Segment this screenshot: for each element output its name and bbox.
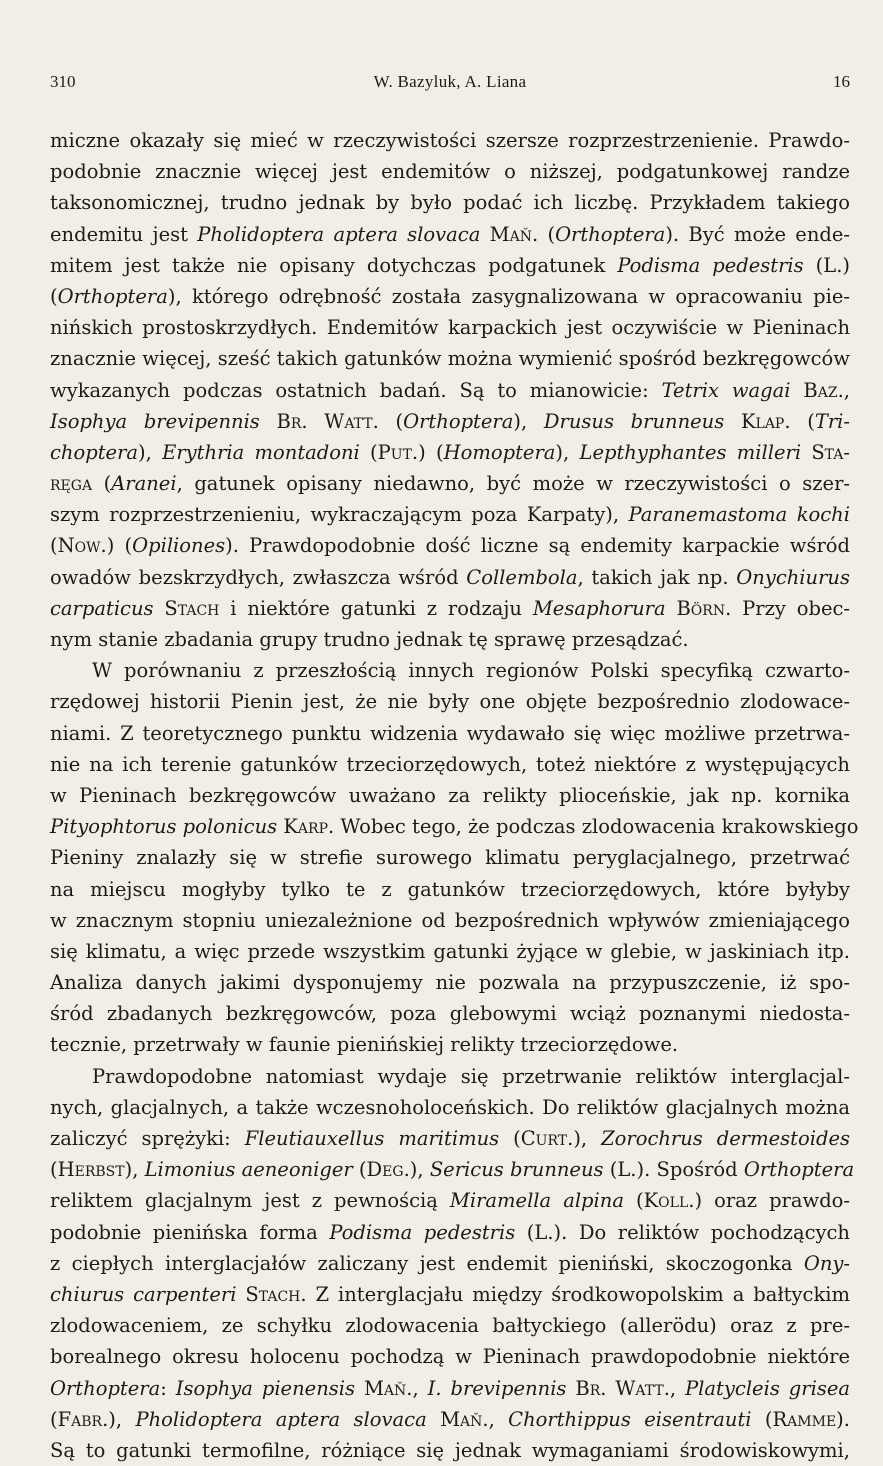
text-span: ), <box>108 1407 136 1431</box>
text-span: Są to gatunki termofilne, różniące się jednak wymaganiami środowiskowymi, <box>50 1438 850 1462</box>
italic-span: Tetrix wagai <box>661 378 791 402</box>
text-line <box>50 250 850 281</box>
text-line <box>50 1029 850 1060</box>
text-line <box>50 343 850 374</box>
text-line <box>50 406 850 437</box>
small-caps-span: Karp. <box>283 815 335 839</box>
text-line <box>50 1248 850 1279</box>
text-span <box>355 1377 364 1400</box>
text-line <box>50 1341 850 1372</box>
text-span: ( <box>50 1407 58 1431</box>
italic-span: Orthoptera <box>555 222 666 246</box>
text-line <box>50 1217 850 1248</box>
small-caps-span: Fabr. <box>57 1407 109 1431</box>
text-span: ( <box>50 1158 58 1182</box>
italic-span: Orthoptera <box>50 1376 161 1400</box>
issue-number: 16 <box>833 72 850 91</box>
text-span: w znacznym stopniu uniezależnione od bezpośrednich wpływów zmieniającego <box>50 908 850 932</box>
text-span: wykazanych podczas ostatnich badań. Są to mianowicie: <box>50 378 662 402</box>
text-line <box>50 842 850 873</box>
text-span: (L.). Do reliktów pochodzących <box>515 1220 850 1244</box>
text-line <box>50 1092 850 1123</box>
italic-span: Homoptera <box>443 440 556 464</box>
italic-span: Opiliones <box>132 534 226 558</box>
italic-span: Collembola <box>466 565 578 589</box>
small-caps-span: Deg. <box>366 1158 410 1182</box>
body-text <box>50 125 859 1466</box>
italic-span: Pholidoptera aptera slovaca <box>197 222 481 246</box>
text-span: , takich jak np. <box>577 565 737 589</box>
italic-span: Orthoptera <box>57 284 168 308</box>
text-line <box>50 219 850 250</box>
italic-span: choptera <box>50 440 139 464</box>
running-header <box>50 72 850 98</box>
text-span <box>791 379 804 402</box>
small-caps-span: Ramme <box>772 1407 837 1431</box>
text-span: niami. Z teoretycznego punktu widzenia wydawało się więc możliwe przetrwa- <box>50 721 850 745</box>
text-line <box>50 1061 850 1092</box>
text-line <box>50 593 850 624</box>
text-span: podobnie znacznie więcej jest endemitów o niższej, podgatunkowej randze <box>50 160 850 184</box>
page-number: 310 <box>50 72 76 91</box>
text-line <box>50 1123 850 1154</box>
text-span: (L.). Spośród <box>603 1158 744 1182</box>
text-span: nińskich prostoskrzydłych. Endemitów karpackich jest oczywiście w Pieninach <box>50 316 850 340</box>
italic-span: Orthoptera <box>403 409 514 433</box>
small-caps-span: Baz. <box>803 378 844 402</box>
text-span: i niektóre gatunki z rodzaju <box>219 596 533 620</box>
text-span: ) ( <box>106 534 133 558</box>
text-line <box>50 624 850 655</box>
italic-span: chiurus carpenteri <box>50 1282 237 1306</box>
small-caps-span: Now. <box>57 534 107 558</box>
text-span: ( <box>359 440 378 464</box>
small-caps-span: Br. Watt. <box>575 1376 670 1400</box>
small-caps-span: Herbst <box>57 1158 125 1182</box>
italic-span: Paranemastoma kochi <box>628 503 850 527</box>
text-line <box>50 967 850 998</box>
text-span: szym rozprzestrzenieniu, wykraczającym poza Karpaty), <box>50 503 629 527</box>
italic-span: Fleutiauxellus maritimus <box>244 1127 500 1150</box>
text-span: ( <box>623 1189 644 1213</box>
text-span: , gatunek opisany niedawno, być może w rzeczywistości o szer- <box>176 472 850 496</box>
text-span: Wobec tego, że podczas zlodowacenia krakowskiego <box>334 815 859 839</box>
text-span: w Pieninach bezkręgowców uważano za relikty plioceńskie, jak np. kornika <box>50 783 850 807</box>
text-span: ), <box>513 409 544 433</box>
italic-span: Isophya brevipennis <box>50 409 260 433</box>
italic-span: Miramella alpina <box>449 1189 624 1213</box>
small-caps-span: Klap. <box>740 409 791 433</box>
text-line <box>50 530 850 561</box>
text-span: rzędowej historii Pienin jest, że nie były one objęte bezpośrednio zlodowace- <box>50 690 850 714</box>
small-caps-span: Br. Watt. <box>276 409 379 433</box>
text-span: (L.) <box>803 253 850 277</box>
text-span: , <box>843 378 850 402</box>
italic-span: Sericus brunneus <box>429 1158 604 1182</box>
small-caps-span: Maň. <box>363 1376 413 1400</box>
text-span: nie na ich terenie gatunków trzeciorzędowych, toteż niektóre z występujących <box>50 752 850 776</box>
small-caps-span: Maň. <box>489 222 539 246</box>
italic-span: I. brevipennis <box>427 1376 567 1400</box>
small-caps-span: ręga <box>50 472 93 496</box>
italic-span: Podisma pedestris <box>617 253 804 277</box>
text-span: mitem jest także nie opisany dotychczas podgatunek <box>50 253 618 277</box>
italic-span: Tri- <box>814 409 851 433</box>
text-span: , <box>488 1407 509 1431</box>
text-span: ( <box>50 534 58 558</box>
text-span: śród zbadanych bezkręgowców, poza glebowymi wciąż poznanymi niedosta- <box>50 1002 850 1026</box>
text-span: się klimatu, a więc przede wszystkim gatunki żyjące w glebie, w jaskiniach itp. <box>50 939 850 963</box>
text-span: ( <box>92 472 112 496</box>
text-span: ( <box>538 222 556 246</box>
small-caps-span: Börn. <box>676 596 732 620</box>
text-line <box>50 187 850 218</box>
text-line <box>50 1310 850 1341</box>
italic-span: Aranei <box>111 472 177 496</box>
text-line <box>50 780 850 811</box>
italic-span: Ony- <box>803 1251 850 1275</box>
text-line <box>50 686 850 717</box>
text-line <box>50 811 859 842</box>
text-span: ), <box>124 1158 145 1182</box>
text-span: nym stanie zbadania grupy trudno jednak tę sprawę przesądzać. <box>50 628 689 651</box>
text-span: miczne okazały się mieć w rzeczywistości szersze rozprzestrzenienie. Prawdo- <box>50 129 850 152</box>
text-line <box>50 562 850 593</box>
text-span: ). Być może ende- <box>665 222 850 246</box>
text-span <box>801 441 811 464</box>
text-span: : <box>160 1376 176 1400</box>
text-span: ). Prawdopodobnie dość liczne są endemity karpackie wśród <box>225 534 850 558</box>
italic-span: Pholidoptera aptera slovaca <box>135 1407 427 1431</box>
text-span <box>566 1377 575 1400</box>
text-span: ), <box>555 440 580 464</box>
text-span: z ciepłych interglacjałów zaliczany jest endemit pieniński, skoczogonka <box>50 1251 804 1275</box>
text-span: ( <box>378 409 404 433</box>
italic-span: Chorthippus eisentrauti <box>508 1407 752 1431</box>
text-span <box>724 410 741 433</box>
text-span: ), którego odrębność została zasygnalizowana w opracowaniu pie- <box>167 284 850 308</box>
italic-span: Drusus brunneus <box>543 409 725 433</box>
italic-span: Pityophtorus polonicus <box>50 815 278 839</box>
small-caps-span: Koll. <box>643 1189 695 1213</box>
text-span: ( <box>499 1127 521 1150</box>
italic-span: Podisma pedestris <box>329 1220 516 1244</box>
text-line <box>50 998 850 1029</box>
italic-span: Erythria montadoni <box>162 440 360 464</box>
italic-span: Isophya pienensis <box>175 1376 356 1400</box>
text-line <box>50 156 850 187</box>
small-caps-span: Stach. <box>245 1282 307 1306</box>
text-span: na miejscu mogłyby tylko te z gatunków trzeciorzędowych, które byłyby <box>50 877 850 901</box>
text-span: , <box>669 1376 686 1400</box>
italic-span: Lepthyphantes milleri <box>579 440 802 464</box>
text-span: , <box>412 1376 428 1400</box>
italic-span: Limonius aeneoniger <box>144 1158 353 1182</box>
text-span: Z interglacjału między środkowopolskim a bałtyckim <box>306 1282 851 1306</box>
text-line <box>50 1154 855 1185</box>
small-caps-span: Maň. <box>440 1407 489 1431</box>
text-span: reliktem glacjalnym jest z pewnością <box>50 1189 450 1213</box>
text-span: ( <box>50 284 58 308</box>
text-line <box>50 499 850 530</box>
small-caps-span: Put. <box>377 440 419 464</box>
text-span: podobnie pienińska forma <box>50 1220 330 1244</box>
text-line <box>50 1185 850 1216</box>
text-span: ( <box>751 1407 773 1431</box>
text-span <box>154 597 165 620</box>
text-line <box>50 905 850 936</box>
text-span: ( <box>352 1158 367 1182</box>
text-line <box>50 1404 850 1435</box>
text-line <box>50 437 850 468</box>
italic-span: carpaticus <box>50 596 154 620</box>
italic-span: Orthoptera <box>743 1158 855 1182</box>
text-span: endemitu jest <box>50 222 198 246</box>
text-line <box>50 1279 850 1310</box>
text-span: Pieniny znalazły się w strefie surowego klimatu peryglacjalnego, przetrwać <box>50 846 850 870</box>
text-line <box>50 125 850 156</box>
text-span <box>427 1408 440 1431</box>
text-span: ), <box>573 1127 602 1150</box>
text-span: nych, glacjalnych, a także wczesnoholoceńskich. Do reliktów glacjalnych można <box>50 1095 850 1119</box>
text-span: W porównaniu z przeszłością innych regionów Polski specyfiką czwarto- <box>92 659 850 683</box>
text-line <box>50 281 850 312</box>
small-caps-span: Curt. <box>520 1127 574 1150</box>
text-span: ) oraz prawdo- <box>694 1189 851 1213</box>
text-span <box>666 597 677 620</box>
text-span: borealnego okresu holocenu pochodzą w Pieninach prawdopodobnie niektóre <box>50 1345 850 1369</box>
text-line <box>50 1373 850 1404</box>
text-line <box>50 749 850 780</box>
text-span: ( <box>790 409 815 433</box>
text-span: ), <box>138 440 163 464</box>
text-span: Prawdopodobne natomiast wydaje się przetrwanie reliktów interglacjal- <box>92 1064 850 1088</box>
text-line <box>50 655 850 686</box>
text-span: Przy obec- <box>731 596 850 620</box>
small-caps-span: Stach <box>164 596 220 620</box>
italic-span: Onychiurus <box>736 565 850 589</box>
text-span: owadów bezskrzydłych, zwłaszcza wśród <box>50 565 467 589</box>
text-line <box>50 936 850 967</box>
text-line <box>50 468 850 499</box>
text-line <box>50 718 850 749</box>
text-span: ) ( <box>418 440 444 464</box>
text-span <box>260 410 277 433</box>
text-span <box>480 223 489 246</box>
text-line <box>50 874 850 905</box>
text-line <box>50 375 850 406</box>
text-line <box>50 1435 850 1466</box>
text-span: znacznie więcej, sześć takich gatunków można wymienić spośród bezkręgowców <box>50 347 850 371</box>
italic-span: Platycleis grisea <box>685 1376 850 1400</box>
text-span: taksonomicznej, trudno jednak by było podać ich liczbę. Przykładem takiego <box>50 191 850 215</box>
italic-span: Zorochrus dermestoides <box>601 1127 850 1150</box>
text-line <box>50 312 850 343</box>
text-span: tecznie, przetrwały w faunie pienińskiej relikty trzeciorzędowe. <box>50 1033 679 1057</box>
text-span: ). <box>836 1407 850 1431</box>
italic-span: Mesaphorura <box>532 596 666 620</box>
running-title: W. Bazyluk, A. Liana <box>373 72 527 91</box>
text-span: Analiza danych jakimi dysponujemy nie pozwala na przypuszczenie, iż spo- <box>50 971 850 995</box>
text-span: zaliczyć sprężyki: <box>50 1127 245 1150</box>
text-span: ), <box>409 1158 430 1182</box>
text-span: zlodowaceniem, ze schyłku zlodowacenia bałtyckiego (allerödu) oraz z pre- <box>50 1314 850 1338</box>
small-caps-span: Sta- <box>811 440 850 464</box>
